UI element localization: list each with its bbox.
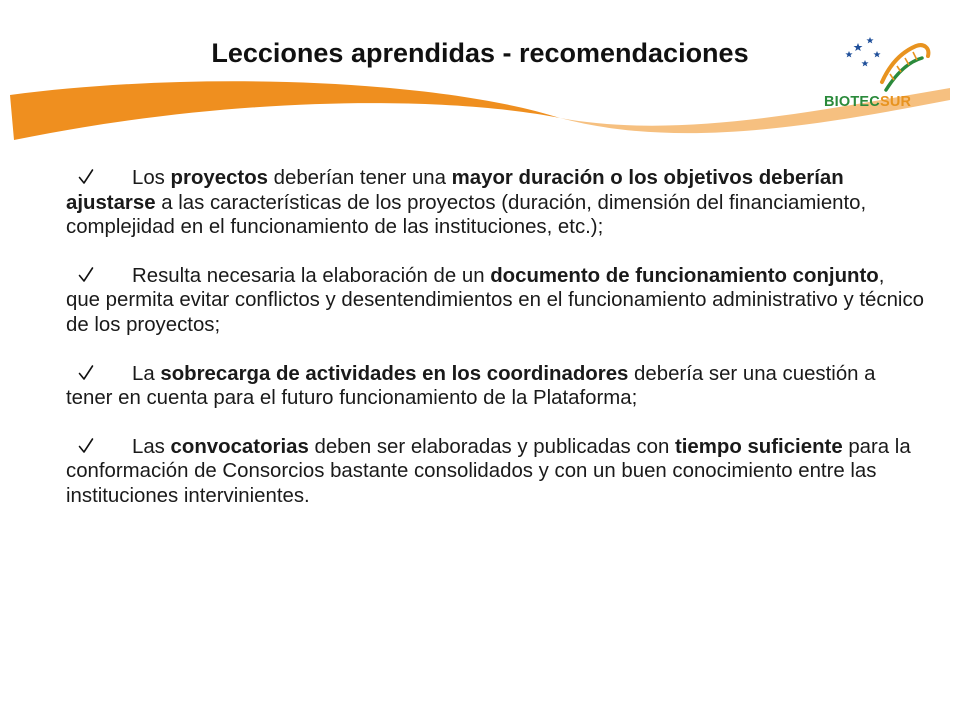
recommendations-list <box>66 166 924 533</box>
body-text: a las características de los proyectos (duración, dimensión del financiamiento, complejidad en el funcionamiento de las instituciones, etc.); <box>66 191 867 239</box>
biotecsur-logo <box>820 34 948 114</box>
logo-word-sur: SUR <box>879 94 912 110</box>
emphasis-text: sobrecarga de actividades en los coordinadores <box>160 362 629 385</box>
body-text: para la conformación de Consorcios bastante consolidados y con un buen conocimiento entre las instituciones intervinientes. <box>66 435 911 507</box>
page-title: Lecciones aprendidas - recomendaciones <box>211 38 749 68</box>
list-item <box>66 166 924 240</box>
emphasis-text: proyectos <box>170 167 268 189</box>
body-text: debería ser una cuestión a tener en cuenta para el futuro funcionamiento de la Plataforma; <box>66 362 876 410</box>
emphasis-text: mayor duración o los objetivos deberían ajustarse <box>66 167 844 214</box>
orange-swoosh-decoration <box>0 0 960 170</box>
body-text: Las <box>132 435 171 458</box>
checkmark-icon <box>78 437 94 455</box>
emphasis-text: tiempo suficiente <box>674 435 843 458</box>
body-text: , que permita evitar conflictos y desentendimientos en el funcionamiento administrativo y técnico de los proyectos; <box>66 264 924 336</box>
body-text: deben ser elaboradas y publicadas con <box>308 435 675 458</box>
emphasis-text: convocatorias <box>170 435 309 458</box>
dna-stars-icon <box>820 34 948 96</box>
body-text: Los <box>132 167 171 189</box>
logo-word-biotec: BIOTEC <box>824 94 880 110</box>
body-text: deberían tener una <box>268 167 452 189</box>
body-text: Resulta necesaria la elaboración de un <box>132 264 491 287</box>
checkmark-icon <box>78 266 94 284</box>
list-item <box>66 362 924 411</box>
body-text: La <box>132 362 161 385</box>
logo-wordmark <box>824 94 911 110</box>
checkmark-icon <box>78 364 94 382</box>
list-item <box>66 435 924 509</box>
emphasis-text: documento de funcionamiento conjunto <box>490 264 879 287</box>
list-item <box>66 264 924 338</box>
checkmark-icon <box>78 168 94 186</box>
